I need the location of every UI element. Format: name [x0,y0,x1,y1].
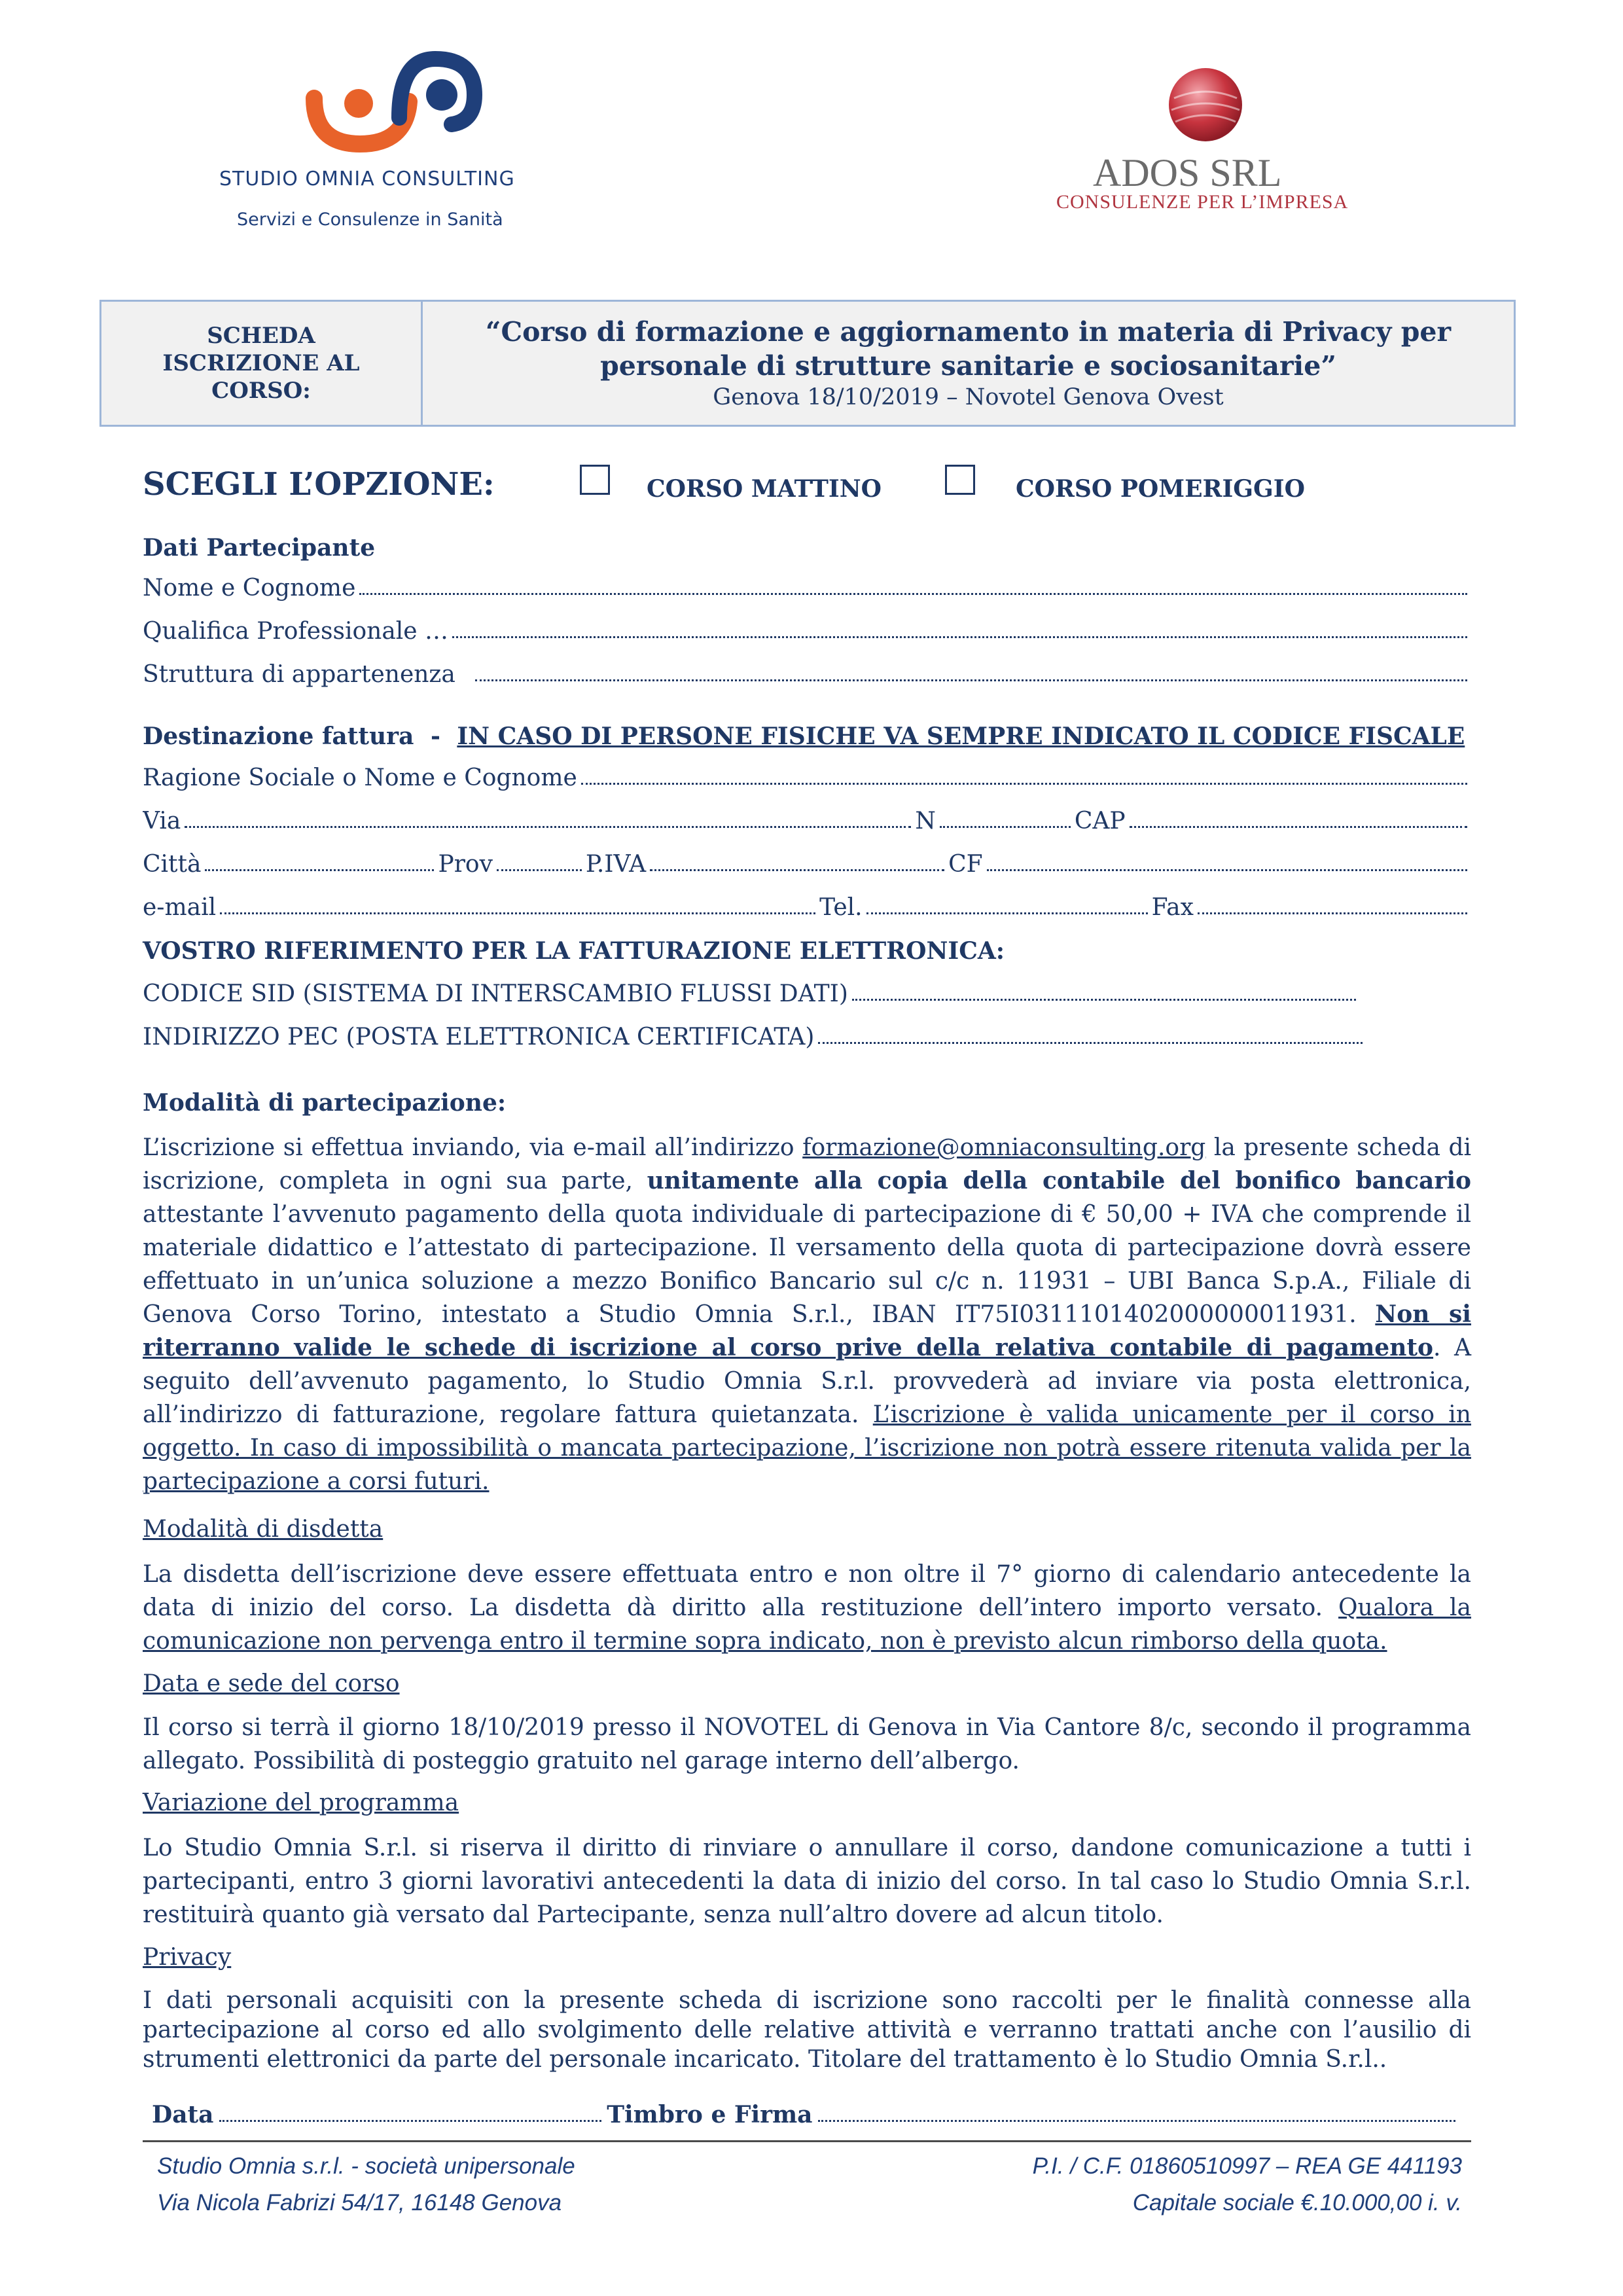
fill-line[interactable] [359,592,1467,595]
contact-row [143,894,1471,921]
cancellation-text [143,1558,1471,1658]
via-label: Via [143,808,181,834]
privacy-text: I dati personali acquisiti con la presente scheda di iscrizione sono raccolti per le finalità connesse alla partecipazione al corso ed allo svolgimento delle relative attività e verranno trattati anche con l’ausilio di strumenti elettronici da parte del personale incaricato. Titolare del trattamento è lo Studio Omnia S.r.l.. [143,1987,1471,2073]
validity-note: L’iscrizione è valida unicamente per il corso in oggetto. In caso di impossibilità o mancata partecipazione, l’iscrizione non potrà essere ritenuta valida per la partecipazione a corsi futuri. [143,1401,1471,1495]
invalid-registration-note: Non si riterranno valide le schede di iscrizione al corso prive della relativa contabile di pagamento [143,1300,1471,1361]
omnia-logo-mark [294,46,491,157]
footer-divider [143,2140,1471,2142]
fax-fill-line[interactable] [1198,912,1467,914]
footer-capital: Capitale sociale €.10.000,00 i. v. [1132,2190,1462,2215]
morning-checkbox[interactable] [580,465,610,495]
piva-fill-line[interactable] [650,869,944,871]
structure-field[interactable] [143,661,1471,688]
cf-label: CF [948,851,983,878]
course-title: “Corso di formazione e aggiornamento in materia di Privacy per personale di strutture sanitarie e sociosanitarie” [485,316,1452,382]
cap-fill-line[interactable] [1130,825,1467,828]
tel-fill-line[interactable] [866,912,1148,914]
payment-details: attestante l’avvenuto pagamento della quota individuale di partecipazione di € 50,00 + IVA che comprende il materiale didattico e l’attestato di partecipazione. Il versamento della quota di partecipazione dovrà essere effettuato in un’unica soluzione a mezzo Bonifico Bancario sul c/c n. 11931 – UBI Banca S.p.A., Filiale di Genova Corso Torino, intestato a Studio Omnia S.r.l., IBAN IT75I0311101402000000011931. [143,1201,1471,1328]
einvoice-section-title: VOSTRO RIFERIMENTO PER LA FATTURAZIONE ELETTRONICA: [143,937,1005,965]
cancellation-heading: Modalità di disdetta [143,1516,383,1543]
footer-address: Via Nicola Fabrizi 54/17, 16148 Genova [157,2190,562,2215]
bank-receipt-requirement: unitamente alla copia della contabile del bonifico bancario [647,1167,1472,1194]
participant-section-title: Dati Partecipante [143,534,376,562]
signature-row [152,2101,1461,2128]
city-label: Città [143,851,202,878]
number-label: N [915,808,936,834]
participation-heading: Modalità di partecipazione: [143,1089,507,1117]
qualification-label: Qualifica Professionale … [143,618,449,645]
fiscal-code-note: IN CASO DI PERSONE FISICHE VA SEMPRE INDICATO IL CODICE FISCALE [457,723,1465,750]
date-label: Data [152,2101,214,2128]
participant-name-field[interactable] [143,575,1471,601]
fax-label: Fax [1151,894,1194,921]
footer-company: Studio Omnia s.r.l. - società unipersonale [157,2153,575,2179]
sid-code-field[interactable] [143,980,1360,1007]
footer-vat: P.I. / C.F. 01860510997 – REA GE 441193 [1032,2153,1462,2179]
stamp-signature-label: Timbro e Firma [607,2101,813,2128]
email-fill-line[interactable] [220,912,815,914]
fill-line[interactable] [475,679,1467,681]
invoice-section-heading [143,723,1465,750]
participant-name-label: Nome e Cognome [143,575,356,601]
participation-text-2: la presente scheda di iscrizione, completa in ogni sua parte, [143,1134,1472,1194]
invoice-note: . A seguito dell’avvenuto pagamento, lo Studio Omnia S.r.l. provvederà ad inviare via posta elettronica, all’indirizzo di fatturazione, regolare fattura quietanzata. [143,1335,1471,1428]
address-row [143,808,1471,834]
participation-text-1: L’iscrizione si effettua inviando, via e-mail all’indirizzo [143,1134,794,1161]
email-label: e-mail [143,894,217,921]
structure-label: Struttura di appartenenza [143,661,455,688]
omnia-logo-name: STUDIO OMNIA CONSULTING [219,168,515,190]
date-fill-line[interactable] [219,2119,602,2122]
course-title-cell [423,302,1514,425]
afternoon-checkbox[interactable] [945,465,975,495]
participation-text [143,1131,1471,1498]
via-fill-line[interactable] [185,825,911,828]
afternoon-option-label: CORSO POMERIGGIO [1016,475,1305,503]
number-fill-line[interactable] [940,825,1071,828]
fill-line[interactable] [452,636,1467,638]
ados-logo [1041,65,1394,236]
fill-line[interactable] [852,998,1356,1001]
cancellation-policy: La disdetta dell’iscrizione deve essere effettuata entro e non oltre il 7° giorno di calendario antecedente la data di inizio del corso. La disdetta dà diritto alla restituzione dell’intero importo versato. [143,1561,1471,1621]
fill-line[interactable] [818,1041,1363,1044]
company-name-field[interactable] [143,764,1471,791]
ados-logo-tagline: CONSULENZE PER L’IMPRESA [1056,191,1349,213]
form-type-label: SCHEDA ISCRIZIONE AL CORSO: [101,302,423,425]
course-date-location: Genova 18/10/2019 – Novotel Genova Ovest [713,384,1224,410]
program-changes-text: Lo Studio Omnia S.r.l. si riserva il diritto di rinviare o annullare il corso, dandone comunicazione a tutti i partecipanti, entro 3 giorni lavorativi antecedenti la data di inizio del corso. In tal caso lo Studio Omnia S.r.l. restituirà quanto già versato dal Partecipante, senza null’altro dovere ad alcun titolo. [143,1835,1471,1928]
program-changes-heading: Variazione del programma [143,1789,459,1816]
cf-fill-line[interactable] [987,869,1467,871]
prov-fill-line[interactable] [497,869,582,871]
tel-label: Tel. [819,894,863,921]
prov-label: Prov [438,851,493,878]
invoice-dash: - [430,723,440,750]
ados-logo-sphere [1166,65,1245,144]
choose-option-title: SCEGLI L’OPZIONE: [143,466,495,503]
studio-omnia-logo [196,39,563,249]
fill-line[interactable] [581,782,1467,785]
company-name-label: Ragione Sociale o Nome e Cognome [143,764,577,791]
cap-label: CAP [1074,808,1126,834]
ados-logo-name: ADOS SRL [1093,151,1282,194]
pec-address-label: INDIRIZZO PEC (POSTA ELETTRONICA CERTIFICATA) [143,1024,815,1050]
omnia-logo-tagline: Servizi e Consulenze in Sanità [237,209,503,230]
signature-fill-line[interactable] [818,2119,1456,2122]
invoice-section-title: Destinazione fattura [143,723,414,750]
pec-address-field[interactable] [143,1024,1366,1050]
privacy-heading: Privacy [143,1944,232,1971]
venue-text: Il corso si terrà il giorno 18/10/2019 presso il NOVOTEL di Genova in Via Cantore 8/c, secondo il programma allegato. Possibilità di posteggio gratuito nel garage interno dell’albergo. [143,1714,1471,1774]
qualification-field[interactable] [143,618,1471,645]
city-row [143,851,1471,878]
venue-heading: Data e sede del corso [143,1670,400,1697]
registration-email-link[interactable]: formazione@omniaconsulting.org [802,1134,1206,1161]
course-header-box [99,300,1516,427]
sid-code-label: CODICE SID (SISTEMA DI INTERSCAMBIO FLUSSI DATI) [143,980,848,1007]
city-fill-line[interactable] [205,869,434,871]
no-refund-note: Qualora la comunicazione non pervenga entro il termine sopra indicato, non è previsto alcun rimborso della quota. [143,1594,1472,1655]
piva-label: P.IVA [585,851,647,878]
morning-option-label: CORSO MATTINO [647,475,882,503]
